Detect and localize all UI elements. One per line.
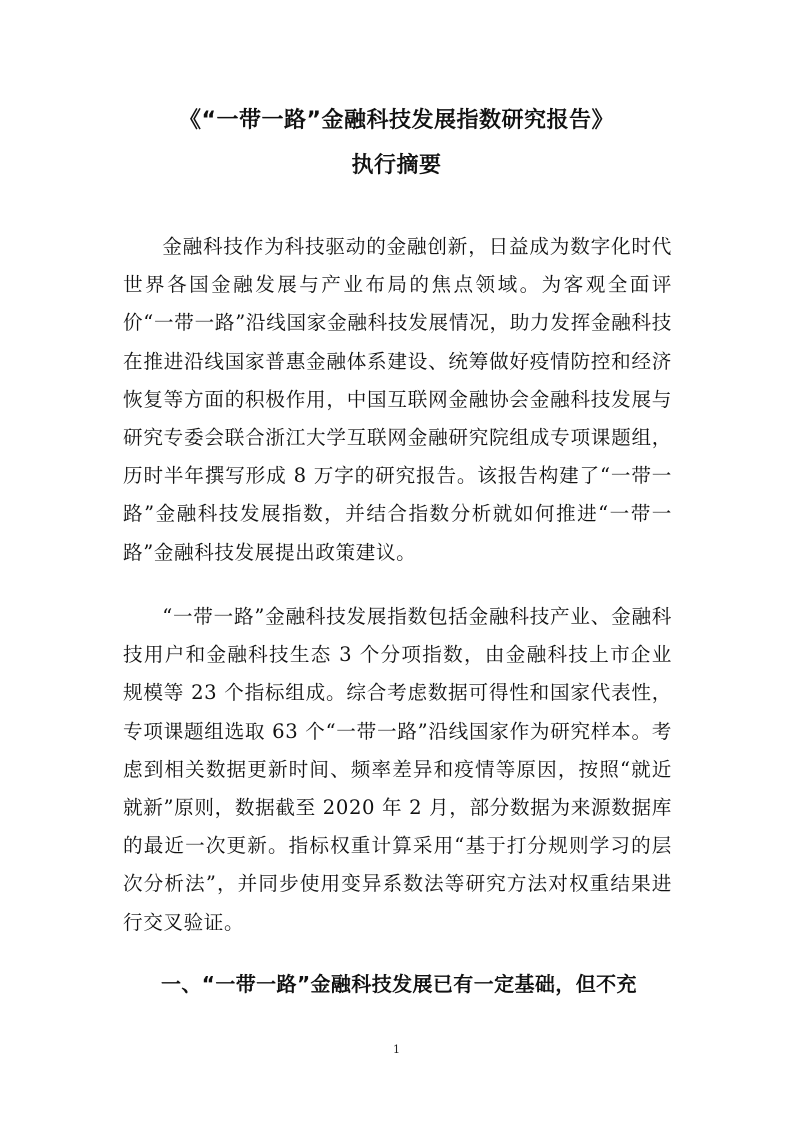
- body-paragraph-2: [123, 598, 672, 942]
- paragraph-text: “一带一路”金融科技发展指数包括金融科技产业、金融科技用户和金融科技生态 3 个分项指数，由金融科技上市企业规模等 23 个指标组成。综合考虑数据可得性和国家代表性，专项课题组选取 63 个“一带一路”沿线国家作为研究样本。考虑到相关数据更新时间、频率差异和疫情等原因，按照“就近就新”原则，数据截至 2020 年 2 月，部分数据为来源数据库的最近一次更新。指标权重计算采用“基于打分规则学习的层次分析法”，并同步使用变异系数法等研究方法对权重结果进行交叉验证。: [123, 605, 672, 934]
- section-heading: 一、“一带一路”金融科技发展已有一定基础，但不充: [161, 972, 637, 996]
- report-subtitle: 执行摘要: [351, 153, 442, 178]
- paragraph-text: 金融科技作为科技驱动的金融创新，日益成为数字化时代世界各国金融发展与产业布局的焦点领域。为客观全面评价“一带一路”沿线国家金融科技发展情况，助力发挥金融科技在推进沿线国家普惠金融体系建设、统筹做好疫情防控和经济恢复等方面的积极作用，中国互联网金融协会金融科技发展与研究专委会联合浙江大学互联网金融研究院组成专项课题组，历时半年撰写形成 8 万字的研究报告。该报告构建了“一带一路”金融科技发展指数，并结合指数分析就如何推进“一带一路”金融科技发展提出政策建议。: [123, 235, 672, 564]
- body-paragraph-1: [123, 228, 672, 572]
- page-number: 1: [393, 1043, 400, 1056]
- report-title: 《“一带一路”金融科技发展指数研究报告》: [179, 108, 614, 133]
